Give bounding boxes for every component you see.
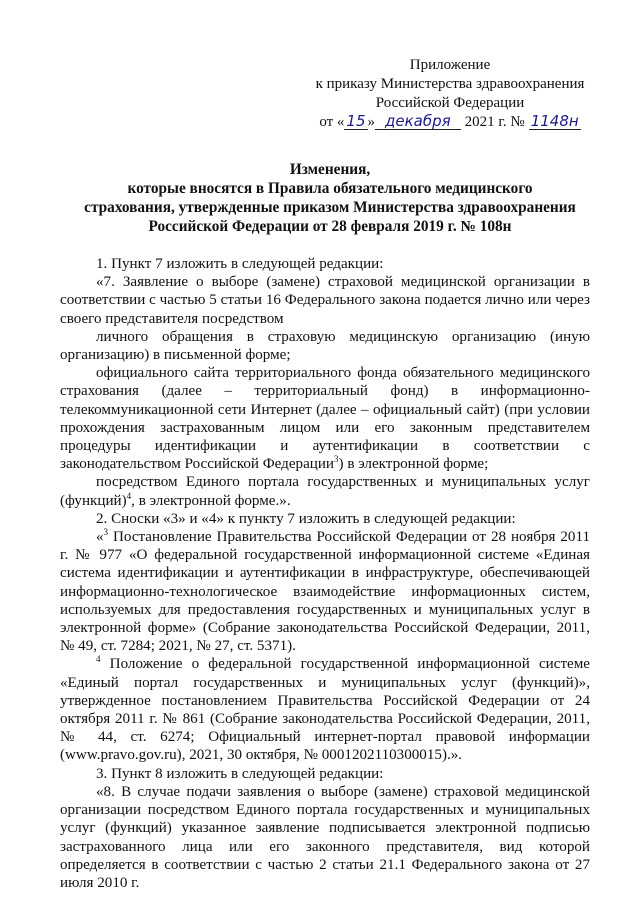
handwritten-order-number: 1148н	[530, 112, 579, 130]
paragraph-3: личного обращения в страховую медицинскую организацию (иную организацию) в письменной форме;	[60, 328, 590, 364]
title-line-2: которые вносятся в Правила обязательного медицинского	[127, 180, 533, 197]
date-mid: »	[367, 114, 376, 130]
order-dateline	[300, 113, 600, 132]
footnote-4-text: Положение о федеральной государственной информационной системе «Единый портал государственных и муниципальных услуг (функций)», утвержденное постановлением Правительства Российской Федерации от 24 октября 2011 г. № 861 (Собрание законодательства Российской Федерации, 2011, № 44, ст. 6274; Официальный интернет-портал правовой информации (www.pravo.gov.ru), 2021, 30 октября, № 0001202110300015).».	[60, 656, 590, 764]
paragraph-5-text: посредством Единого портала государственных и муниципальных услуг (функций)	[60, 474, 590, 509]
date-prefix: от «	[319, 114, 345, 130]
paragraph-1: 1. Пункт 7 изложить в следующей редакции:	[96, 256, 384, 272]
footnote-4-mark: 4	[96, 654, 101, 665]
footnote-3-open: «	[96, 529, 104, 546]
paragraph-5-tail: , в электронной форме.».	[131, 492, 291, 509]
paragraph-9: 3. Пункт 8 изложить в следующей редакции:	[96, 765, 384, 782]
document-title	[60, 160, 600, 236]
title-line-3: страхования, утвержденные приказом Министерства здравоохранения	[84, 199, 576, 216]
footnote-3	[60, 528, 590, 655]
paragraph-4-tail: ) в электронной форме;	[338, 456, 489, 473]
handwritten-month: декабря	[375, 113, 461, 130]
paragraph-10: «8. В случае подачи заявления о выборе (замене) страховой медицинской организации посредством Единого портала государственных и муниципальных услуг (функций) указанное заявление подписывается электронной подписью застрахованного лица или его законного представителя, вид которой определяется в соответствии с частью 2 статьи 21.1 Федерального закона от 27 июля 2010 г.	[60, 783, 590, 891]
paragraph-5	[60, 473, 590, 509]
footnote-ref-4: 4	[126, 490, 132, 501]
order-reference-line: к приказу Министерства здравоохранения	[315, 76, 585, 92]
paragraph-6: 2. Сноски «3» и «4» к пункту 7 изложить в следующей редакции:	[96, 510, 516, 527]
handwritten-day: 15	[346, 112, 366, 130]
document-body	[60, 255, 590, 892]
title-line-4: Российской Федерации от 28 февраля 2019 г. № 108н	[148, 218, 512, 235]
document-header	[300, 56, 600, 132]
footnote-3-text: Постановление Правительства Российской Федерации от 28 ноября 2011 г. № 977 «О федеральной государственной информационной системе «Единая система идентификации и аутентификации в инфраструктуре, обеспечивающей информационно-технологическое взаимодействие информационных систем, используемых для предоставления государственных и муниципальных услуг в электронной форме» (Собрание законодательства Российской Федерации, 2011, № 49, ст. 7284; 2021, № 27, ст. 5371).	[60, 529, 590, 655]
title-line-1: Изменения,	[289, 161, 371, 178]
federation-line: Российской Федерации	[375, 95, 525, 111]
paragraph-2: «7. Заявление о выборе (замене) страховой медицинской организации в соответствии с частью 5 статьи 16 Федерального закона подается лично или через своего представителя посредством	[60, 274, 590, 327]
paragraph-4	[60, 364, 590, 473]
footnote-ref-3: 3	[334, 454, 339, 465]
footnote-4	[60, 655, 590, 764]
appendix-label: Приложение	[409, 57, 491, 73]
paragraph-4-text: официального сайта территориального фонда обязательного медицинского страхования (далее – территориальный фонд) в информационно-телекоммуникационной сети Интернет (далее – официальный сайт) (при условии прохождения застрахованным лицом или его законным представителем процедуры идентификации и аутентификации в соответствии с законодательством Российской Федерации	[60, 365, 590, 473]
footnote-3-mark: 3	[103, 527, 109, 538]
date-year: 2021 г. №	[464, 114, 525, 130]
